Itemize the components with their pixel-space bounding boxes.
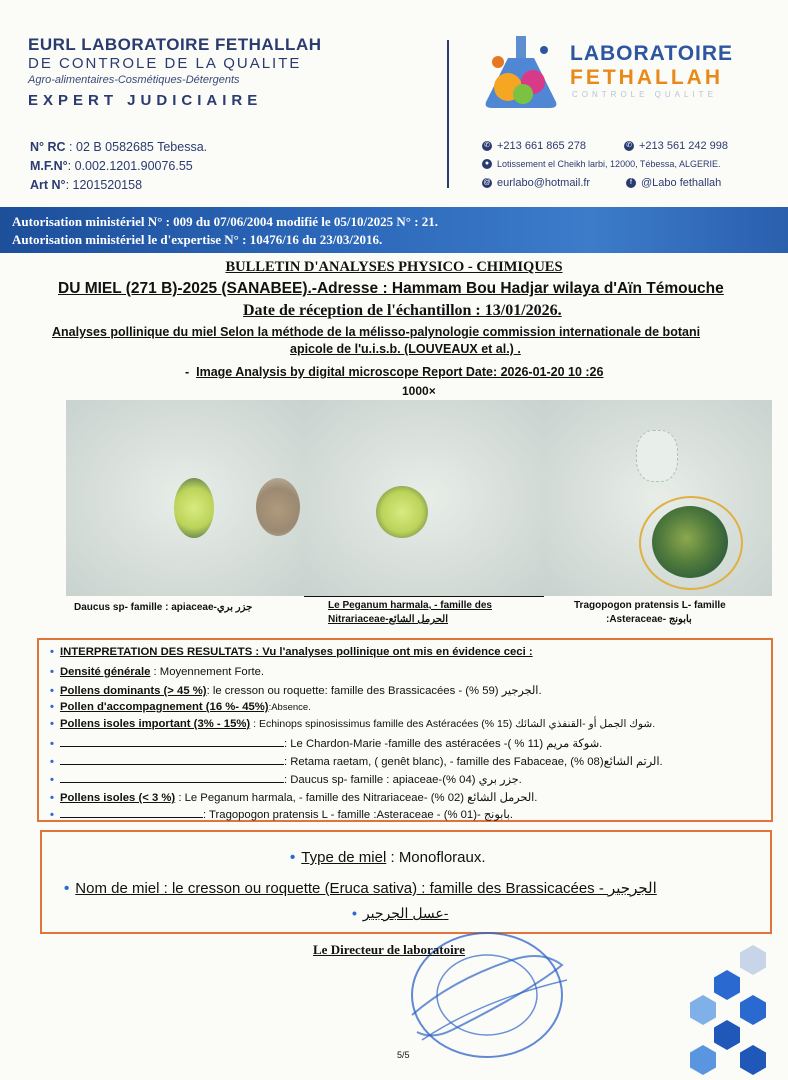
- dominants-label: Pollens dominants (> 45 %): [59, 685, 207, 697]
- bullet-icon: •: [50, 701, 54, 713]
- art-line: [30, 178, 142, 192]
- dominants-value: : le cresson ou roquette: famille des Brassicacées - الجرجير (59 %).: [206, 685, 542, 697]
- caption-tragopogon-1: Tragopogon pratensis L- famille: [574, 600, 726, 611]
- important-value: : Echinops spinosissimus famille des Astéracées شوك الجمل أو -القنفذي الشائك (15 %).: [250, 718, 656, 730]
- bulletin-title: BULLETIN D'ANALYSES PHYSICO - CHIMIQUES: [225, 259, 563, 275]
- logo-name: FETHALLAH: [570, 66, 723, 89]
- pollen-fragment: [636, 430, 678, 482]
- hexagon-decoration: [690, 1045, 716, 1075]
- bullet-icon: •: [50, 774, 54, 786]
- caption-peganum-1: Le Peganum harmala, - famille des: [328, 600, 492, 611]
- name-label: Nom de miel: [75, 880, 160, 897]
- company-domains: Agro-alimentaires-Cosmétiques-Détergents: [28, 74, 240, 86]
- densite-value: : Moyennement Forte.: [150, 666, 265, 678]
- facebook-icon: f: [626, 178, 636, 188]
- email-text: eurlabo@hotmail.fr: [497, 177, 591, 189]
- image-analysis-text: Image Analysis by digital microscope Report Date: 2026-01-20 10 :26: [196, 365, 604, 379]
- densite-label: Densité générale: [59, 666, 151, 678]
- reception-date: Date de réception de l'échantillon : 13/01/2026.: [243, 302, 562, 319]
- rc-value: : 02 B 0582685 Tebessa.: [69, 140, 208, 154]
- phone-icon: ✆: [482, 141, 492, 151]
- hexagon-decoration: [714, 1020, 740, 1050]
- art-label: Art N°: [30, 178, 66, 192]
- rc-line: [30, 140, 207, 154]
- authorization-line-1: Autorisation ministériel N° : 009 du 07/06/2004 modifié le 05/10/2025 N° : 21.: [12, 214, 439, 229]
- director-signature-label: Le Directeur de laboratoire: [313, 942, 465, 957]
- logo-subtitle: CONTROLE QUALITE: [572, 90, 717, 99]
- isoles-row: [50, 791, 537, 804]
- company-subtitle: DE CONTROLE DE LA QUALITE: [28, 55, 302, 72]
- isoles-value: : Le Peganum harmala, - famille des Nitrariaceae- الحرمل الشائع (02 %).: [175, 792, 538, 804]
- caption-rule: [304, 596, 544, 597]
- phone-2: [624, 140, 728, 152]
- type-line: [290, 849, 486, 866]
- authorization-line-2: Autorisation ministériel le d'expertise N° : 10476/16 du 23/03/2016.: [12, 232, 383, 247]
- isoles-2: : Tragopogon pratensis L - famille :Asteraceae - بابونج -(01 %).: [202, 809, 514, 821]
- method-line-1: Analyses pollinique du miel Selon la méthode de la mélisso-palynologie commission internationale de botani: [52, 325, 701, 339]
- method-line-2: apicole de l'u.i.s.b. (LOUVEAUX et al.) .: [290, 342, 521, 356]
- heading-text: : Vu l'analyses pollinique ont mis en évidence ceci :: [252, 646, 533, 658]
- rc-label: N° RC: [30, 140, 66, 154]
- accomp-value: :Absence.: [268, 702, 311, 713]
- important-2: : Le Chardon-Marie -famille des astéracées -شوكة مريم (11 % ).: [283, 738, 603, 750]
- name-line: [64, 879, 657, 897]
- hexagon-decoration: [690, 995, 716, 1025]
- micrograph-peganum: [304, 400, 544, 596]
- bullet-icon: •: [50, 666, 54, 678]
- important-row-2: [50, 737, 602, 750]
- important-label: Pollens isoles important (3% - 15%): [59, 718, 251, 730]
- important-3: : Retama raetam, ( genêt blanc), - famille des Fabaceae, الرتم الشائع(08 %).: [283, 756, 663, 768]
- email: [482, 177, 590, 189]
- sample-title: DU MIEL (271 B)-2025 (SANABEE).-Adresse : Hammam Bou Hadjar wilaya d'Aïn Témouche: [58, 280, 724, 297]
- location-icon: ●: [482, 159, 492, 169]
- hexagon-decoration: [740, 1045, 766, 1075]
- type-value: : Monofloraux.: [386, 849, 486, 866]
- interpretation-heading: [50, 646, 533, 658]
- phone-2-text: +213 561 242 998: [639, 140, 729, 152]
- caption-daucus: Daucus sp- famille : apiaceae-جزر بري: [74, 602, 253, 613]
- bullet-icon: •: [50, 756, 54, 768]
- bullet-icon: •: [50, 646, 54, 658]
- bullet-icon: •: [64, 880, 70, 897]
- important-row-3: [50, 755, 663, 768]
- name-arabic: عسل الجرجير-: [362, 905, 449, 921]
- mail-icon: @: [483, 179, 491, 186]
- phone-icon: ✆: [624, 141, 634, 151]
- accomp-label: Pollen d'accompagnement (16 %- 45%): [59, 701, 269, 713]
- caption-peganum-2: Nitrariaceae-الحرمل الشائع: [328, 614, 448, 625]
- dash: -: [185, 365, 190, 379]
- address: [482, 159, 720, 169]
- bullet-icon: •: [50, 685, 54, 697]
- image-analysis-line: [185, 365, 603, 379]
- hexagon-decoration: [740, 945, 766, 975]
- mf-label: M.F.N°: [30, 159, 68, 173]
- pollen-grain: [256, 478, 300, 536]
- isoles-label: Pollens isoles (< 3 %): [59, 792, 176, 804]
- logo-title: LABORATOIRE: [570, 42, 734, 65]
- hexagon-decoration: [740, 995, 766, 1025]
- magnification: 1000×: [402, 384, 436, 398]
- important-4: : Daucus sp- famille : apiaceae-جزر بري (04 %).: [283, 774, 522, 786]
- name-value: : le cresson ou roquette (Eruca sativa) : famille des Brassicacées - الجرجير: [159, 880, 657, 897]
- bullet-icon: •: [50, 738, 54, 750]
- caption-tragopogon-2: :Asteraceae- بابونج: [606, 614, 692, 625]
- micrograph-daucus: [66, 400, 304, 596]
- company-expert: EXPERT JUDICIAIRE: [28, 92, 263, 109]
- accomp-row: [50, 701, 311, 713]
- bullet-icon: •: [50, 809, 54, 821]
- page-number: 5/5: [397, 1050, 410, 1060]
- pollen-grain: [174, 478, 214, 538]
- type-label: Type de miel: [301, 849, 387, 866]
- pollen-grain: [376, 486, 428, 538]
- important-row-4: [50, 773, 522, 786]
- header-divider: [447, 40, 449, 188]
- bullet-icon: •: [50, 792, 54, 804]
- phone-1: [482, 140, 586, 152]
- isoles-row-2: [50, 808, 513, 821]
- heading-label: INTERPRETATION DES RESULTATS: [59, 646, 253, 658]
- mf-value: : 0.002.1201.90076.55: [67, 159, 193, 173]
- bullet-icon: •: [50, 718, 54, 730]
- phone-1-text: +213 661 865 278: [497, 140, 587, 152]
- company-name: EURL LABORATOIRE FETHALLAH: [28, 35, 322, 54]
- address-text: Lotissement el Cheikh larbi, 12000, Tébessa, ALGERIE.: [497, 159, 721, 169]
- hexagon-decoration: [714, 970, 740, 1000]
- mf-line: [30, 159, 193, 173]
- bullet-icon: •: [290, 849, 296, 866]
- densite-row: [50, 666, 264, 678]
- art-value: : 1201520158: [65, 178, 143, 192]
- facebook: [626, 177, 721, 189]
- important-row: [50, 718, 655, 730]
- facebook-text: @Labo fethallah: [641, 177, 722, 189]
- dominants-row: [50, 684, 542, 697]
- flask-logo-icon: [478, 32, 566, 112]
- pollen-grain: [652, 506, 728, 578]
- micrograph-tragopogon: [544, 400, 772, 596]
- bullet-icon: •: [352, 905, 357, 921]
